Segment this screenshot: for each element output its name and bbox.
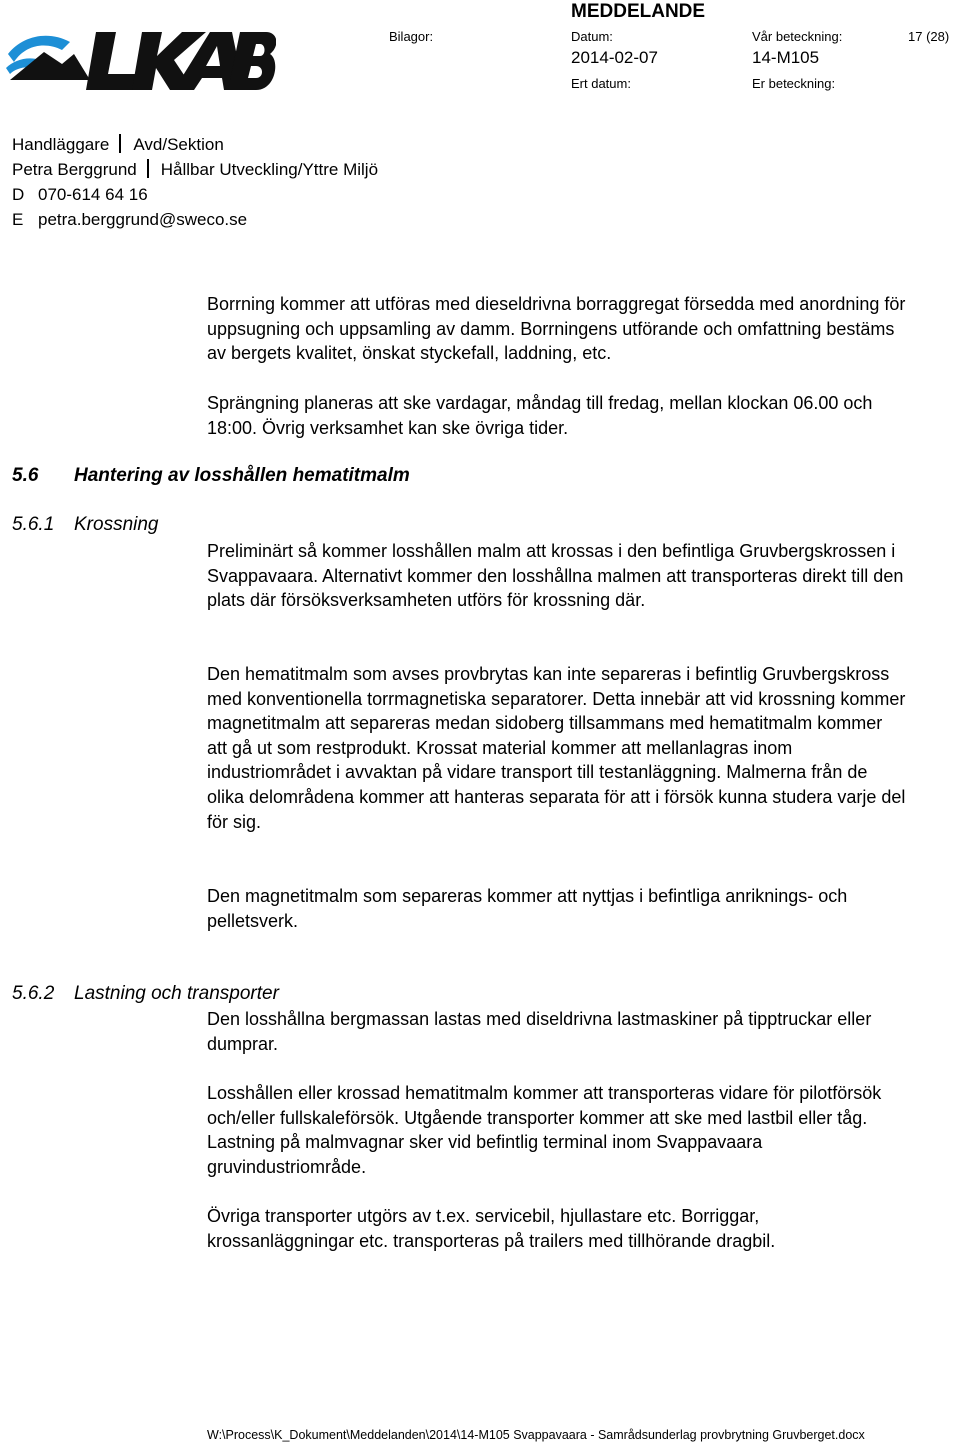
lastning-text-2: Losshållen eller krossad hematitmalm kommer att transporteras vidare för pilotförsök och/eller fullskaleförsök. Utgående transporter kommer att ske med lastbil eller tåg. Lastning på malmvagnar sker vid befintlig terminal inom Svappavaara gruvindustriområde. (207, 1083, 882, 1177)
krossning-paragraph-1 (207, 539, 907, 613)
phone-prefix: D (12, 185, 25, 204)
ert-datum-label: Ert datum: (571, 76, 631, 91)
email-prefix: E (12, 210, 24, 229)
lastning-text-1: Den losshållna bergmassan lastas med diseldrivna lastmaskiner på tipptruckar eller dumprar. (207, 1009, 872, 1054)
krossning-text-3: Den magnetitmalm som separeras kommer att nyttjas i befintliga anriknings- och pelletsverk. (207, 886, 848, 931)
handler-phone-row (12, 182, 378, 207)
er-beteckning-label: Er beteckning: (752, 76, 836, 91)
divider (119, 134, 121, 153)
doc-type-title: MEDDELANDE (571, 1, 706, 22)
handler-name: Petra Berggrund (12, 160, 137, 179)
bilagor-label: Bilagor: (389, 29, 434, 44)
intro-text-1: Borrning kommer att utföras med dieseldrivna borraggregat försedda med anordning för uppsugning och uppsamling av damm. Borrningens utförande och omfattning bestäms av bergets kvalitet, önskat styckefall, laddning, etc. (207, 294, 906, 364)
intro-paragraph-1 (207, 292, 907, 366)
footer-file-path: W:\Process\K_Dokument\Meddelanden\2014\14-M105 Svappavaara - Samrådsunderlag provbrytning Gruvberget.docx (207, 1428, 865, 1442)
lastning-paragraph-3 (207, 1204, 907, 1253)
lastning-paragraph-1 (207, 1007, 907, 1056)
handler-phone: 070-614 64 16 (38, 185, 148, 204)
lastning-text-3: Övriga transporter utgörs av t.ex. servicebil, hjullastare etc. Borriggar, krossanläggningar etc. transporteras på trailers med tillhörande dragbil. (207, 1206, 776, 1251)
section-5-6-2-heading (12, 983, 279, 1005)
page-number: 17 (28) (908, 29, 950, 44)
datum-label: Datum: (571, 29, 613, 44)
var-beteckning-label: Vår beteckning: (752, 29, 843, 44)
intro-text-2: Sprängning planeras att ske vardagar, måndag till fredag, mellan klockan 06.00 och 18:00. Övrig verksamhet kan ske övriga tider. (207, 393, 873, 438)
handler-row-labels (12, 132, 378, 157)
handler-row-values (12, 157, 378, 182)
section-title: Hantering av losshållen hematitmalm (74, 465, 410, 486)
krossning-text-2: Den hematitmalm som avses provbrytas kan inte separeras i befintlig Gruvbergskross med konventionella torrmagnetiska separatorer. Detta innebär att vid krossning kommer magnetitmalm att separeras medan sidoberg tillsammans med hematitmalm kommer att gå ut som restprodukt. Krossat material kommer att mellanlagras inom industriområdet i avvaktan på vidare transport till testanläggning. Malmerna från de olika delområdena kommer att hanteras separata för att i försök kunna studera varje del för sig. (207, 664, 906, 832)
datum-value: 2014-02-07 (571, 48, 658, 67)
lkab-logo (4, 24, 276, 96)
section-number: 5.6 (12, 465, 39, 486)
handler-block (12, 132, 378, 232)
section-5-6-1-heading (12, 514, 159, 536)
intro-paragraph-2 (207, 391, 907, 440)
var-beteckning-value: 14-M105 (752, 48, 820, 67)
section-number: 5.6.2 (12, 983, 55, 1004)
handler-email: petra.berggrund@sweco.se (38, 210, 248, 229)
divider (147, 159, 149, 178)
lkab-logo-graphic (4, 24, 276, 96)
section-number: 5.6.1 (12, 514, 55, 535)
section-title: Lastning och transporter (74, 983, 279, 1004)
section-title: Krossning (74, 514, 159, 535)
lastning-paragraph-2 (207, 1081, 907, 1179)
avd-sektion-label: Avd/Sektion (133, 135, 224, 154)
krossning-paragraph-3 (207, 884, 907, 933)
handler-email-row (12, 207, 378, 232)
handlaggare-label: Handläggare (12, 135, 110, 154)
handler-dept: Hållbar Utveckling/Yttre Miljö (160, 160, 379, 179)
section-5-6-heading (12, 465, 410, 487)
krossning-text-1: Preliminärt så kommer losshållen malm att krossas i den befintliga Gruvbergskrossen i Svappavaara. Alternativt kommer den losshållna malmen att transporteras direkt till den plats där försöksverksamheten utförs för krossning där. (207, 541, 904, 611)
krossning-paragraph-2 (207, 662, 907, 834)
